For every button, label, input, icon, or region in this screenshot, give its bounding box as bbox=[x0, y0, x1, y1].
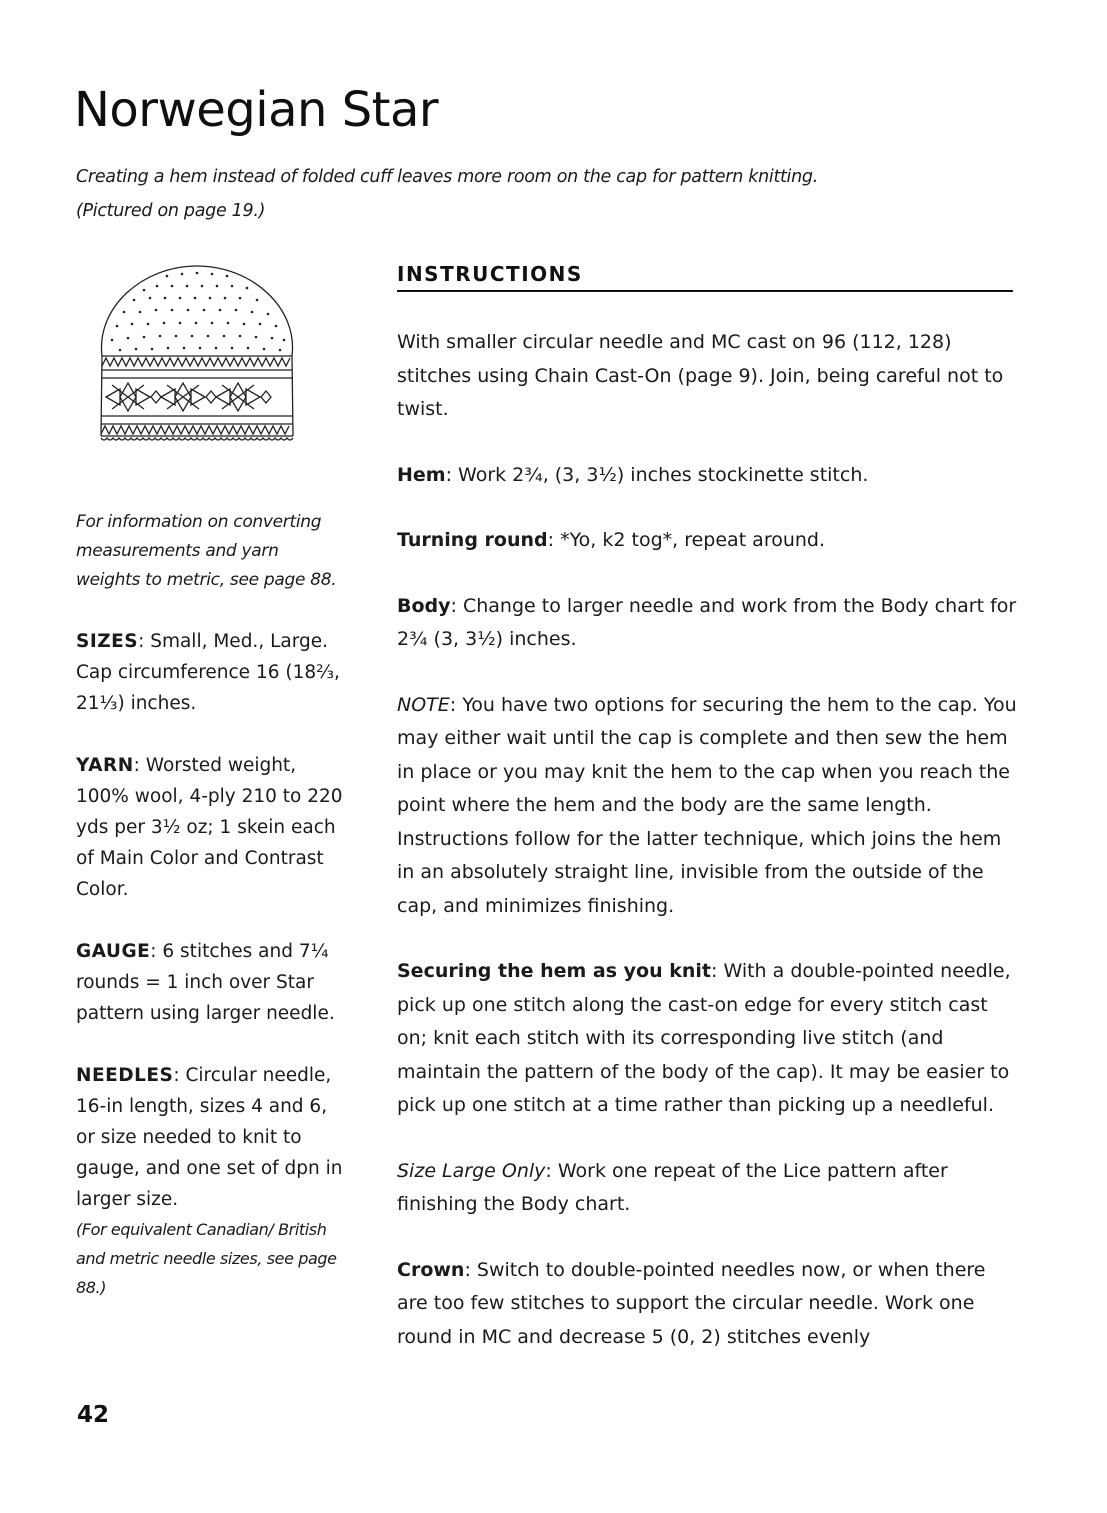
hat-illustration bbox=[72, 258, 322, 458]
note-paragraph bbox=[397, 689, 1017, 924]
yarn-label: YARN bbox=[76, 755, 134, 776]
needles-label: NEEDLES bbox=[76, 1065, 174, 1086]
body-text: : Change to larger needle and work from the Body chart for 2¾ (3, 3½) inches. bbox=[397, 594, 1017, 650]
yarn-section bbox=[76, 750, 346, 905]
metric-note: For information on converting measurements and yarn weights to metric, see page 88. bbox=[76, 512, 337, 590]
securing-paragraph bbox=[397, 955, 1017, 1123]
crown-text: : Switch to double-pointed needles now, or when there are too few stitches to support the circular needle. Work one round in MC and decrease 5 (0, 2) stitches evenly bbox=[397, 1258, 986, 1348]
gauge-section bbox=[76, 936, 346, 1029]
size-large-label: Size Large Only bbox=[397, 1159, 546, 1182]
left-column bbox=[76, 508, 346, 1302]
cast-on-paragraph: With smaller circular needle and MC cast on 96 (112, 128) stitches using Chain Cast-On (page 9). Join, being careful not to twist. bbox=[397, 331, 1004, 420]
subtitle bbox=[76, 160, 976, 228]
subtitle-picture-ref: (Pictured on page 19.) bbox=[76, 201, 266, 221]
sizes-label: SIZES bbox=[76, 631, 139, 652]
hem-label: Hem bbox=[397, 463, 446, 486]
instructions-heading: INSTRUCTIONS bbox=[397, 262, 1013, 292]
size-large-text: : Work one repeat of the Lice pattern after finishing the Body chart. bbox=[397, 1159, 948, 1215]
needles-note: (For equivalent Canadian/ British and metric needle sizes, see page 88.) bbox=[76, 1220, 337, 1297]
turning-paragraph bbox=[397, 524, 1017, 558]
note-label: NOTE bbox=[397, 693, 450, 716]
crown-label: Crown bbox=[397, 1258, 465, 1281]
gauge-label: GAUGE bbox=[76, 941, 151, 962]
hem-paragraph bbox=[397, 459, 1017, 493]
needles-text: : Circular needle, 16-in length, sizes 4 and 6, or size needed to knit to gauge, and one set of dpn in larger size. bbox=[76, 1065, 343, 1210]
hem-text: : Work 2¾, (3, 3½) inches stockinette stitch. bbox=[445, 463, 869, 486]
subtitle-description: Creating a hem instead of folded cuff leaves more room on the cap for pattern knitting. bbox=[76, 167, 818, 187]
page-title: Norwegian Star bbox=[74, 82, 439, 138]
instructions-body bbox=[397, 326, 1017, 1386]
sizes-section bbox=[76, 626, 346, 719]
securing-label: Securing the hem as you knit bbox=[397, 960, 712, 982]
sizes-text: : Small, Med., Large. Cap circumference 16 (18⅔, 21⅓) inches. bbox=[76, 631, 340, 714]
page-number: 42 bbox=[77, 1402, 110, 1428]
securing-text: : With a double-pointed needle, pick up one stitch along the cast-on edge for every stitch cast on; knit each stitch with its corresponding live stitch (and maintain the pattern of the body of the cap). It may be easier to pick up one stitch at a time rather than picking up a needleful. bbox=[397, 960, 1011, 1116]
turning-text: : *Yo, k2 tog*, repeat around. bbox=[547, 529, 826, 551]
body-paragraph bbox=[397, 590, 1017, 657]
turning-label: Turning round bbox=[397, 529, 548, 551]
crown-paragraph bbox=[397, 1254, 1017, 1355]
body-label: Body bbox=[397, 594, 451, 617]
gauge-text: : 6 stitches and 7¼ rounds = 1 inch over Star pattern using larger needle. bbox=[76, 941, 335, 1024]
needles-section bbox=[76, 1060, 346, 1302]
size-large-paragraph bbox=[397, 1155, 1017, 1222]
yarn-text: : Worsted weight, 100% wool, 4-ply 210 to 220 yds per 3½ oz; 1 skein each of Main Color and Contrast Color. bbox=[76, 755, 343, 900]
note-text: : You have two options for securing the hem to the cap. You may either wait until the cap is complete and then sew the hem in place or you may knit the hem to the cap when you reach the point where the hem and the body are the same length. Instructions follow for the latter technique, which joins the hem in an absolutely straight line, invisible from the outside of the cap, and minimizes finishing. bbox=[397, 693, 1017, 917]
